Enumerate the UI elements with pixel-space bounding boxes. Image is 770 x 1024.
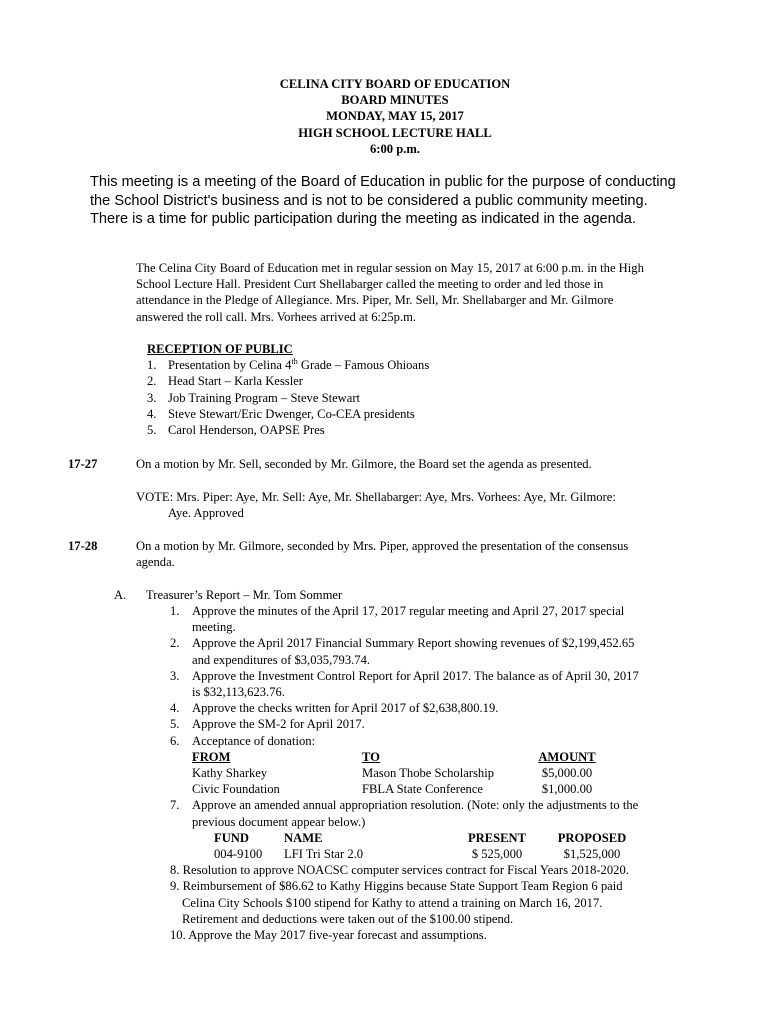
item-number: 1. — [147, 358, 157, 373]
item-text: is $32,113,623.76. — [192, 685, 285, 700]
item-number: 5. — [170, 717, 180, 732]
notice-line: the School District's business and is not to be considered a public community meeting. — [90, 192, 648, 209]
treasurer-items — [170, 603, 710, 943]
header-date: MONDAY, MAY 15, 2017 — [326, 109, 464, 124]
list-item — [170, 700, 710, 716]
paragraph-line: attendance in the Pledge of Allegiance. Mrs. Piper, Mr. Sell, Mr. Shellabarger and Mr. Gilmore — [136, 293, 614, 308]
column-header: FUND — [214, 830, 249, 845]
item-number: 2. — [147, 374, 157, 389]
item-text: Approve the SM-2 for April 2017. — [192, 717, 365, 732]
section-letter: A. — [114, 588, 127, 602]
list-item — [170, 797, 710, 862]
item-number: 4. — [147, 406, 157, 421]
item-text: Approve the checks written for April 2017 of $2,638,800.19. — [192, 701, 499, 716]
column-header: FROM — [192, 749, 231, 764]
vote-line: VOTE: Mrs. Piper: Aye, Mr. Sell: Aye, Mr. Shellabarger: Aye, Mrs. Vorhees: Aye, Mr. Gilmore: — [136, 490, 616, 504]
table-cell: LFI Tri Star 2.0 — [284, 847, 364, 862]
notice-line: There is a time for public participation during the meeting as indicated in the agenda. — [90, 211, 636, 228]
item-text: Approve the April 2017 Financial Summary Report showing revenues of $2,199,452.65 — [192, 636, 635, 651]
list-item — [170, 716, 710, 732]
item-number: 3. — [170, 668, 180, 683]
document-header — [0, 76, 770, 157]
paragraph-line: answered the roll call. Mrs. Vorhees arrived at 6:25p.m. — [136, 309, 417, 324]
list-item — [147, 373, 429, 389]
list-item — [170, 878, 710, 927]
opening-paragraph — [136, 260, 706, 325]
list-item — [170, 635, 710, 667]
item-text: Approve an amended annual appropriation resolution. (Note: only the adjustments to the — [192, 798, 639, 813]
appropriation-table — [192, 830, 710, 862]
list-item — [170, 733, 710, 798]
header-org: CELINA CITY BOARD OF EDUCATION — [279, 77, 511, 91]
item-text: 9. Reimbursement of $86.62 to Kathy Higgins because State Support Team Region 6 paid — [170, 879, 623, 894]
item-number: 7. — [170, 798, 180, 813]
motion-line: agenda. — [136, 555, 175, 570]
motion-line: On a motion by Mr. Gilmore, seconded by Mrs. Piper, approved the presentation of the consensus — [136, 539, 629, 553]
reception-of-public — [147, 341, 429, 438]
donation-table — [192, 749, 710, 798]
table-cell: 004-9100 — [214, 847, 263, 862]
list-item — [147, 406, 429, 422]
table-cell: Civic Foundation — [192, 782, 280, 797]
public-notice — [90, 173, 710, 229]
item-text: meeting. — [192, 620, 236, 635]
item-text: Grade – Famous Ohioans — [297, 358, 430, 373]
list-item — [170, 668, 710, 700]
table-cell: $5,000.00 — [541, 766, 593, 781]
header-doc-type: BOARD MINUTES — [341, 93, 449, 108]
table-cell: Mason Thobe Scholarship — [362, 766, 494, 781]
table-cell: FBLA State Conference — [362, 782, 484, 797]
reception-list — [147, 357, 429, 438]
list-item: 10. Approve the May 2017 five-year forecast and assumptions. — [170, 928, 487, 943]
table-cell: $ 525,000 — [471, 847, 523, 862]
item-text: Presentation by Celina 4 — [168, 358, 292, 373]
header-time: 6:00 p.m. — [369, 141, 421, 156]
item-text: Approve the Investment Control Report for April 2017. The balance as of April 30, 2017 — [192, 668, 639, 683]
table-cell: $1,000.00 — [541, 782, 593, 797]
vote-result: Aye. Approved — [168, 506, 244, 521]
item-number: 1. — [170, 604, 180, 618]
item-text: Job Training Program – Steve Stewart — [168, 390, 361, 405]
item-number: 5. — [147, 423, 157, 438]
motion-number: 17-28 — [68, 539, 98, 553]
notice-line: This meeting is a meeting of the Board of Education in public for the purpose of conducting — [90, 174, 676, 190]
motion-text — [136, 538, 628, 570]
list-item — [147, 357, 429, 373]
item-number: 3. — [147, 390, 157, 405]
item-superscript: th — [291, 357, 298, 367]
item-text: and expenditures of $3,035,793.74. — [192, 652, 371, 667]
item-text: Approve the minutes of the April 17, 2017 regular meeting and April 27, 2017 special — [192, 604, 625, 618]
item-text: Retirement and deductions were taken out of the $100.00 stipend. — [182, 911, 514, 926]
item-text: Head Start – Karla Kessler — [168, 374, 303, 389]
column-header: PRESENT — [467, 830, 527, 845]
item-number: 6. — [170, 733, 180, 748]
list-item — [147, 390, 429, 406]
motion-text: On a motion by Mr. Sell, seconded by Mr. Gilmore, the Board set the agenda as presented. — [136, 457, 592, 471]
item-number: 4. — [170, 701, 180, 716]
item-text: Carol Henderson, OAPSE Pres — [168, 423, 325, 438]
column-header: AMOUNT — [538, 749, 596, 764]
item-text: Steve Stewart/Eric Dwenger, Co-CEA presidents — [168, 406, 415, 421]
item-text: previous document appear below.) — [192, 814, 366, 829]
reception-title: RECEPTION OF PUBLIC — [147, 342, 293, 356]
item-text: Acceptance of donation: — [192, 733, 316, 748]
paragraph-line: School Lecture Hall. President Curt Shellabarger called the meeting to order and led those in — [136, 277, 604, 292]
column-header: TO — [362, 749, 380, 764]
list-item: 8. Resolution to approve NOACSC computer services contract for Fiscal Years 2018-2020. — [170, 863, 629, 878]
table-cell: $1,525,000 — [563, 847, 621, 862]
vote-record — [136, 489, 616, 521]
header-location: HIGH SCHOOL LECTURE HALL — [298, 125, 492, 140]
motion-number: 17-27 — [68, 457, 98, 471]
column-header: PROPOSED — [557, 830, 627, 845]
paragraph-line: The Celina City Board of Education met in regular session on May 15, 2017 at 6:00 p.m. in the High — [136, 261, 644, 275]
list-item — [147, 422, 429, 438]
table-cell: Kathy Sharkey — [192, 766, 268, 781]
item-text: Celina City Schools $100 stipend for Kathy to attend a training on March 16, 2017. — [182, 895, 603, 910]
column-header: NAME — [284, 830, 323, 845]
item-number: 2. — [170, 636, 180, 651]
list-item — [170, 603, 710, 635]
section-title: Treasurer’s Report – Mr. Tom Sommer — [146, 588, 343, 602]
